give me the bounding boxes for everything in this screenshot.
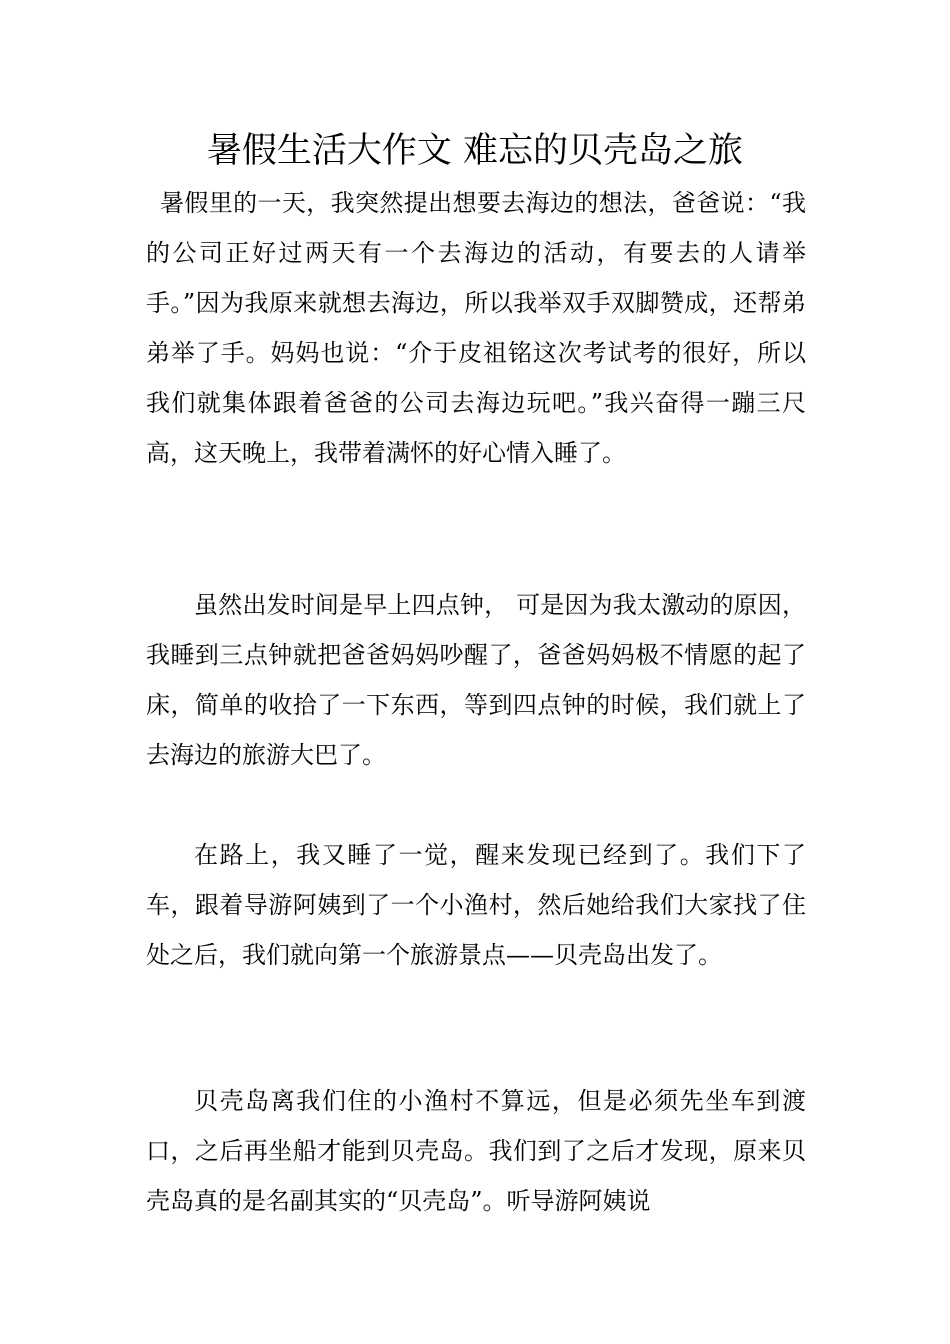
paragraph-4: 贝壳岛离我们住的小渔村不算远，但是必须先坐车到渡口，之后再坐船才能到贝壳岛。我们到了之后才发现，原来贝壳岛真的是名副其实的“贝壳岛”。听导游阿姨说 (146, 1087, 806, 1215)
paragraph-1: 暑假里的一天，我突然提出想要去海边的想法，爸爸说：“我的公司正好过两天有一个去海边的活动，有要去的人请举手。”因为我原来就想去海边，所以我举双手双脚赞成，还帮弟弟举了手。妈妈也说：“介于皮祖铭这次考试考的很好，所以我们就集体跟着爸爸的公司去海边玩吧。”我兴奋得一蹦三尺高，这天晚上，我带着满怀的好心情入睡了。 (146, 189, 806, 467)
paragraph-2: 虽然出发时间是早上四点钟， 可是因为我太激动的原因，我睡到三点钟就把爸爸妈妈吵醒了，爸爸妈妈极不情愿的起了床，简单的收拾了一下东西，等到四点钟的时候，我们就上了去海边的旅游大巴了。 (146, 591, 806, 769)
paragraph-3: 在路上，我又睡了一觉，醒来发现已经到了。我们下了车，跟着导游阿姨到了一个小渔村，然后她给我们大家找了住处之后，我们就向第一个旅游景点——贝壳岛出发了。 (146, 841, 806, 969)
document-title: 暑假生活大作文 难忘的贝壳岛之旅 (206, 131, 744, 171)
